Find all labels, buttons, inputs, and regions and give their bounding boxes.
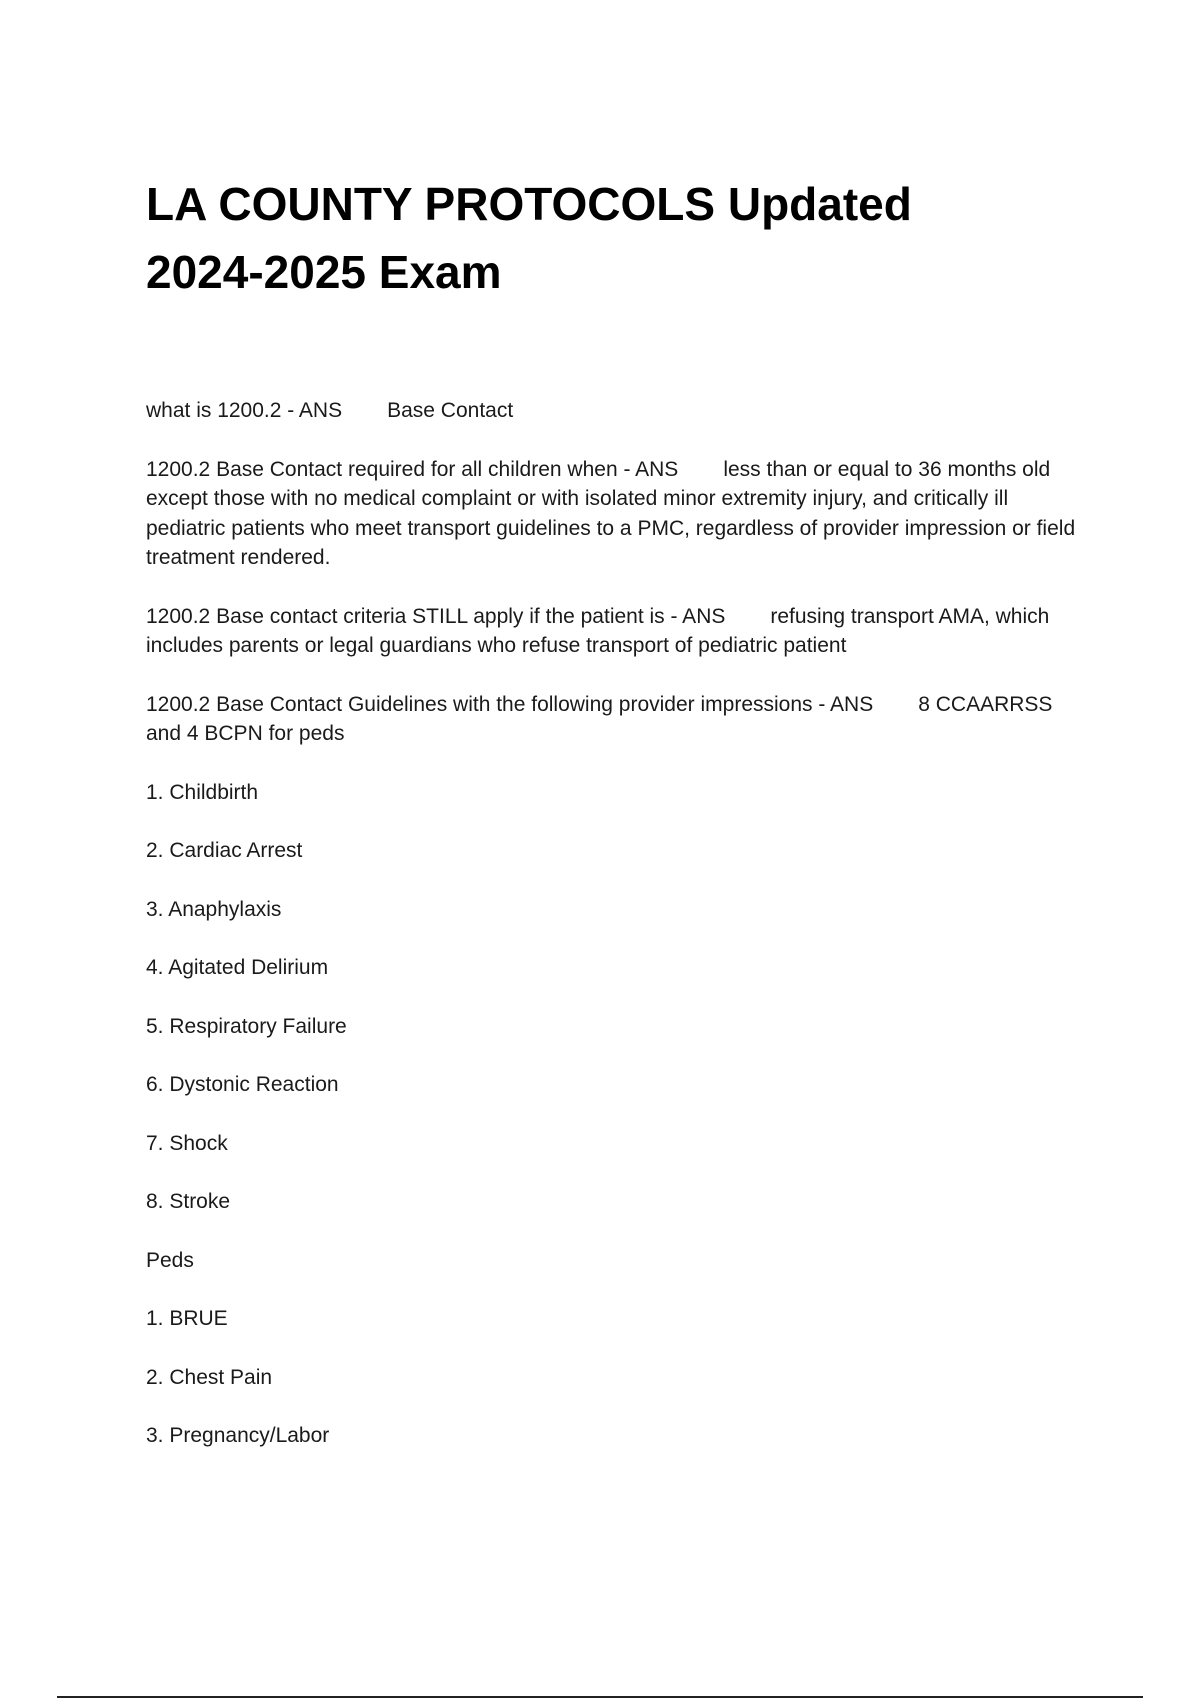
adult-impressions-list [146,778,1086,1217]
peds-impressions-list [146,1304,1086,1451]
list-item: 6. Dystonic Reaction [146,1073,339,1096]
peds-heading: Peds [146,1248,194,1272]
title-line-1: LA COUNTY PROTOCOLS Updated [146,178,912,230]
question-text: what is 1200.2 - ANS [146,399,343,422]
question-text: 1200.2 Base Contact Guidelines with the following provider impressions - ANS [146,692,874,716]
document-body [146,396,1086,1480]
list-item: 3. Anaphylaxis [146,897,282,921]
list-item: 3. Pregnancy/Labor [146,1424,330,1447]
qa-item [146,690,1086,749]
answer-text: Base Contact [387,399,514,422]
title-line-2: 2024-2025 Exam [146,246,502,298]
answer-text: less than or equal to 36 months old except those with no medical complaint or with isolated minor extremity injury, and critically ill pediatric patients who meet transport guidelines to a PMC, regardless of provider impression or field treatment rendered. [146,457,1076,569]
list-item: 7. Shock [146,1131,228,1155]
list-item: 5. Respiratory Failure [146,1014,347,1038]
list-item: 1. BRUE [146,1307,228,1330]
question-text: 1200.2 Base contact criteria STILL apply if the patient is - ANS [146,604,726,628]
answer-text: refusing transport AMA, which includes parents or legal guardians who refuse transport of pediatric patient [146,604,1050,657]
document-title [146,170,1086,306]
answer-text: 8 CCAARRSS and 4 BCPN for peds [146,692,1053,745]
qa-item [146,455,1086,573]
list-item: 8. Stroke [146,1190,231,1213]
list-item: 1. Childbirth [146,780,259,804]
list-item: 4. Agitated Delirium [146,956,329,979]
question-text: 1200.2 Base Contact required for all children when - ANS [146,457,679,481]
qa-item [146,396,1086,426]
list-item: 2. Chest Pain [146,1365,273,1389]
footer-divider [57,1696,1143,1698]
list-item: 2. Cardiac Arrest [146,839,303,862]
qa-item [146,602,1086,661]
